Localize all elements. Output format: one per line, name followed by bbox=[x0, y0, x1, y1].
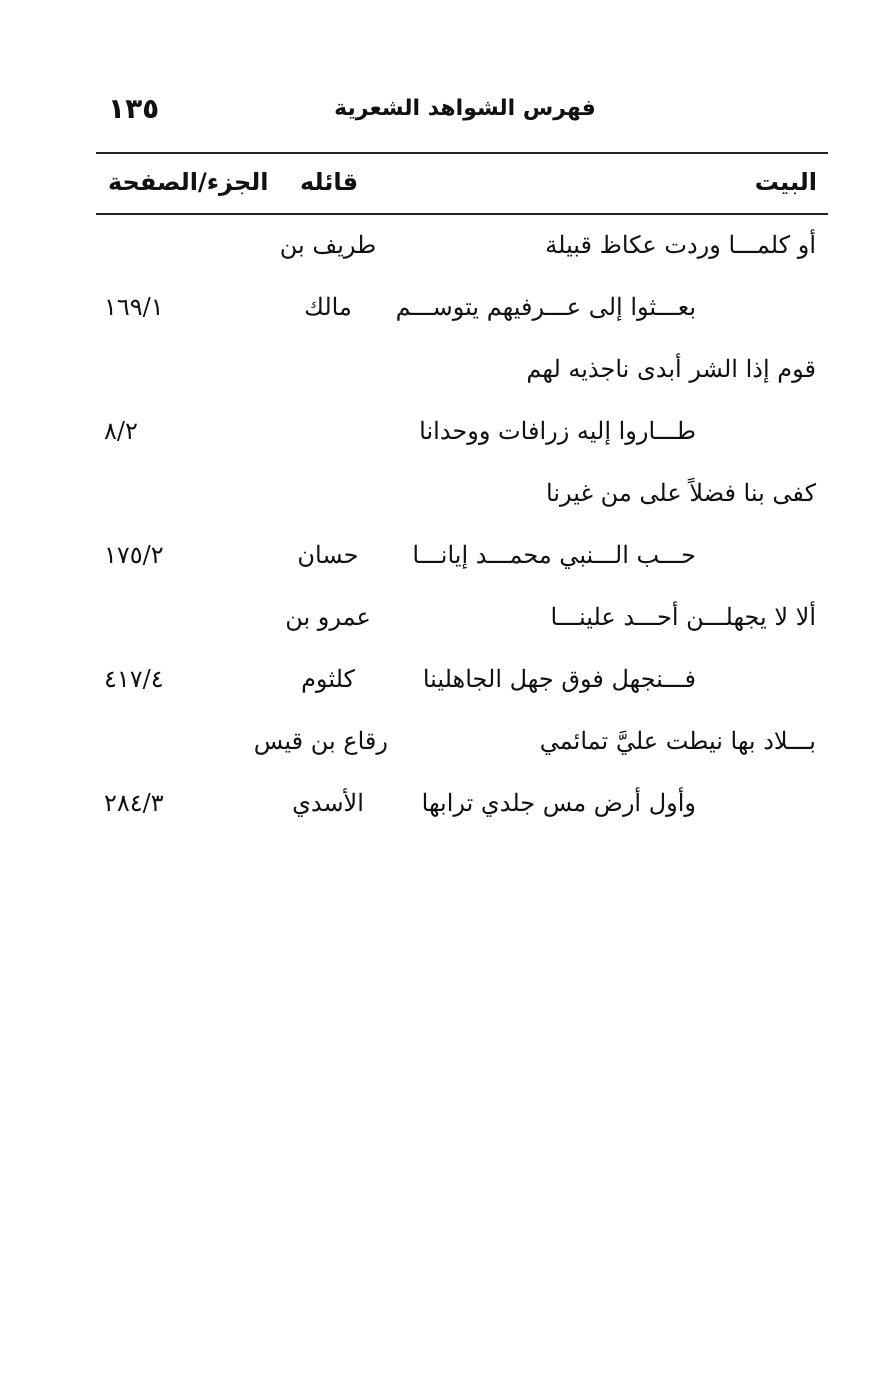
volume-page: ١٧٥/٢ bbox=[104, 541, 164, 569]
volume-page: ٢٨٤/٣ bbox=[104, 789, 164, 817]
table-row bbox=[96, 600, 828, 650]
poet-name: حسان bbox=[297, 541, 359, 569]
table-row bbox=[96, 538, 828, 588]
verse-first-hemistich: كفى بنا فضلاً على من غيرنا bbox=[546, 479, 816, 507]
table-row bbox=[96, 786, 828, 836]
table-row bbox=[96, 352, 828, 402]
verse-second-hemistich: بعـــثوا إلى عـــرفيهم يتوســـم bbox=[395, 293, 696, 321]
table-row bbox=[96, 724, 828, 774]
page-number: ١٣٥ bbox=[108, 92, 160, 125]
verse-second-hemistich: حـــب الـــنبي محمـــد إيانـــا bbox=[412, 541, 696, 569]
poet-name: عمرو بن bbox=[285, 603, 371, 631]
verse-first-hemistich: ألا لا يجهلـــن أحـــد علينـــا bbox=[550, 603, 816, 631]
poet-name: الأسدي bbox=[292, 789, 364, 817]
volume-page: ١٦٩/١ bbox=[104, 293, 164, 321]
poet-name: مالك bbox=[304, 293, 352, 321]
verse-first-hemistich: قوم إذا الشر أبدى ناجذيه لهم bbox=[526, 355, 816, 383]
table-row bbox=[96, 228, 828, 278]
table-row bbox=[96, 290, 828, 340]
table-row bbox=[96, 476, 828, 526]
poet-name: كلثوم bbox=[301, 665, 355, 693]
table-row bbox=[96, 414, 828, 464]
verse-second-hemistich: طـــاروا إليه زرافات ووحدانا bbox=[419, 417, 696, 445]
volume-page: ٤١٧/٤ bbox=[104, 665, 164, 693]
verse-first-hemistich: أو كلمـــا وردت عكاظ قبيلة bbox=[545, 231, 816, 259]
table-row bbox=[96, 662, 828, 712]
poet-name: طريف بن bbox=[279, 231, 377, 259]
top-rule bbox=[96, 152, 828, 154]
column-header-reference: الجزء/الصفحة bbox=[108, 168, 269, 196]
verse-second-hemistich: فـــنجهل فوق جهل الجاهلينا bbox=[422, 665, 696, 693]
verse-second-hemistich: وأول أرض مس جلدي ترابها bbox=[421, 789, 696, 817]
column-header-verse: البيت bbox=[754, 168, 817, 196]
page-title: فهرس الشواهد الشعرية bbox=[334, 96, 596, 121]
column-header-poet: قائله bbox=[300, 168, 359, 196]
volume-page: ٨/٢ bbox=[104, 417, 138, 445]
verse-first-hemistich: بـــلاد بها نيطت عليَّ تمائمي bbox=[539, 727, 816, 755]
header-rule bbox=[96, 213, 828, 215]
poet-name: رقاع بن قيس bbox=[253, 727, 388, 755]
